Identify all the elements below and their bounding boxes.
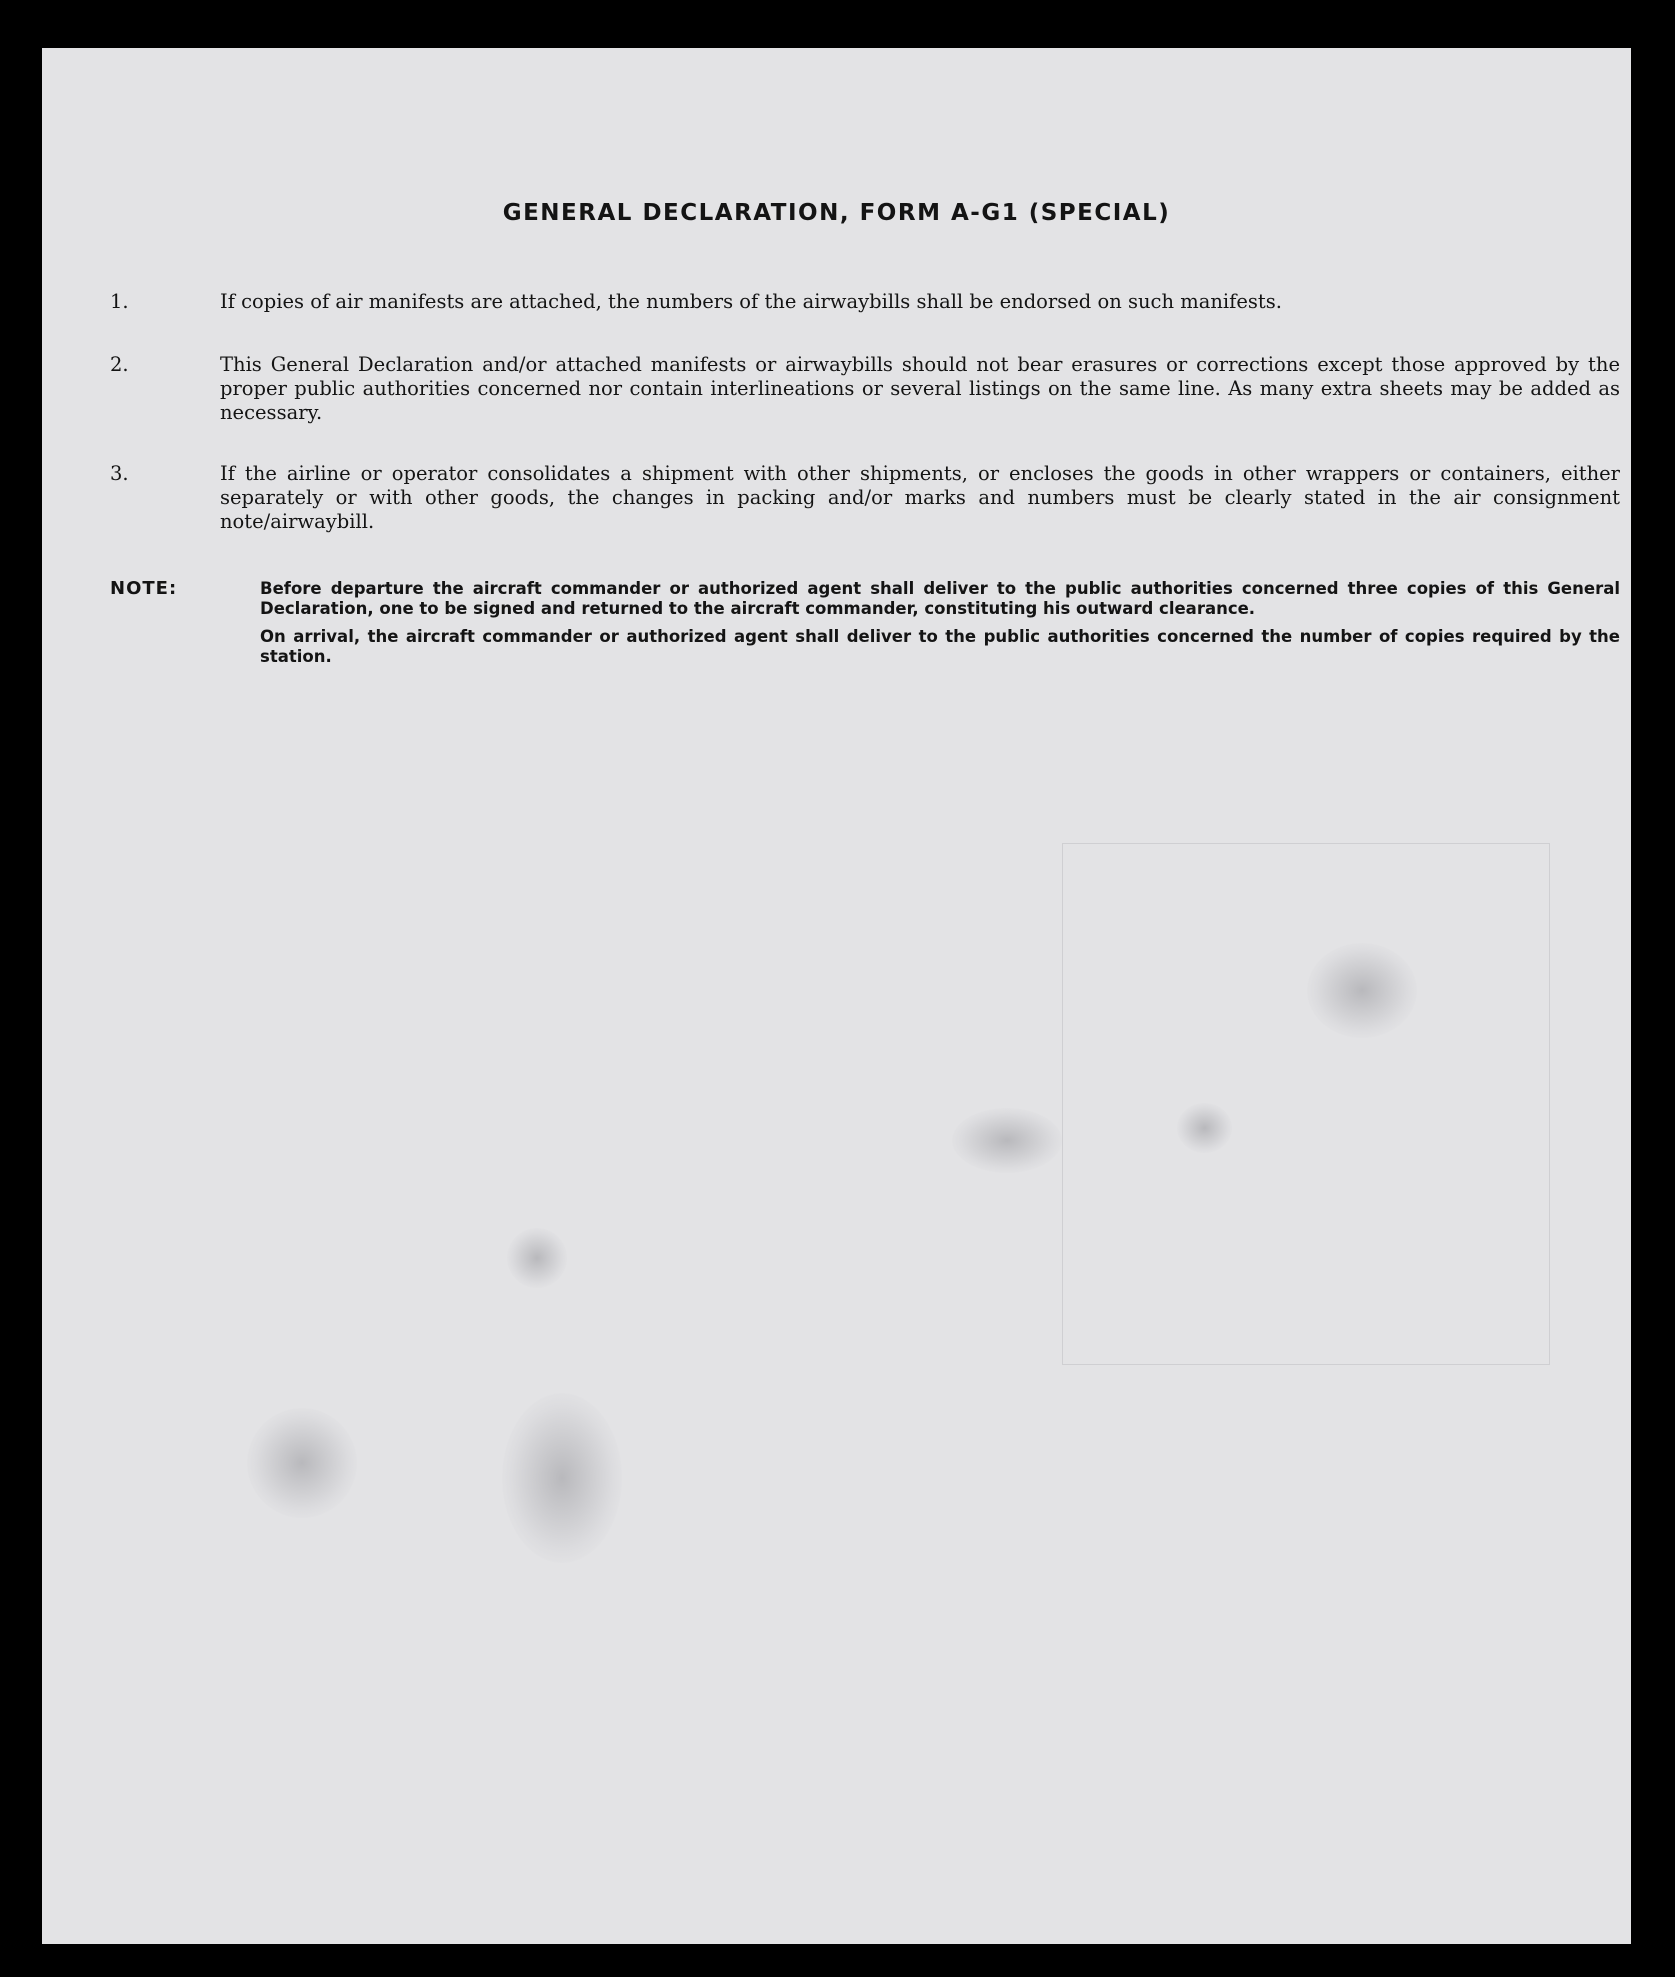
note-label: NOTE: <box>110 578 178 599</box>
item-number: 1. <box>110 290 129 313</box>
document-page <box>42 48 1631 1944</box>
instruction-item-1 <box>110 290 1620 314</box>
stain <box>1307 943 1417 1038</box>
stain <box>952 1108 1062 1173</box>
form-title: GENERAL DECLARATION, FORM A-G1 (SPECIAL) <box>502 200 1171 226</box>
stain <box>507 1228 567 1288</box>
item-number: 3. <box>110 462 129 485</box>
item-text: This General Declaration and/or attached manifests or airwaybills should not bear erasures or corrections except those approved by the proper public authorities concerned nor contain interlineations or several listings on the same line. As many extra sheets may be added as necessary. <box>220 353 1620 424</box>
note-paragraph: On arrival, the aircraft commander or authorized agent shall deliver to the public authorities concerned the number of copies required by the station. <box>260 627 1620 666</box>
instruction-item-2 <box>110 353 1620 425</box>
item-text: If copies of air manifests are attached, the numbers of the airwaybills shall be endorsed on such manifests. <box>220 290 1282 313</box>
stain <box>502 1393 622 1563</box>
item-text: If the airline or operator consolidates a shipment with other shipments, or encloses the goods in other wrappers or containers, either separately or with other goods, the changes in packing and/or marks and numbers must be clearly stated in the air consignment note/airwaybill. <box>220 462 1620 533</box>
faded-stamp-box <box>1062 843 1550 1365</box>
note-paragraph: Before departure the aircraft commander or authorized agent shall deliver to the public authorities concerned three copies of this General Declaration, one to be signed and returned to the aircraft commander, constituting his outward clearance. <box>260 579 1620 618</box>
item-number: 2. <box>110 353 129 376</box>
instruction-item-3 <box>110 462 1620 534</box>
note-section <box>110 579 1620 675</box>
stain <box>1177 1103 1232 1153</box>
stain <box>247 1408 357 1518</box>
